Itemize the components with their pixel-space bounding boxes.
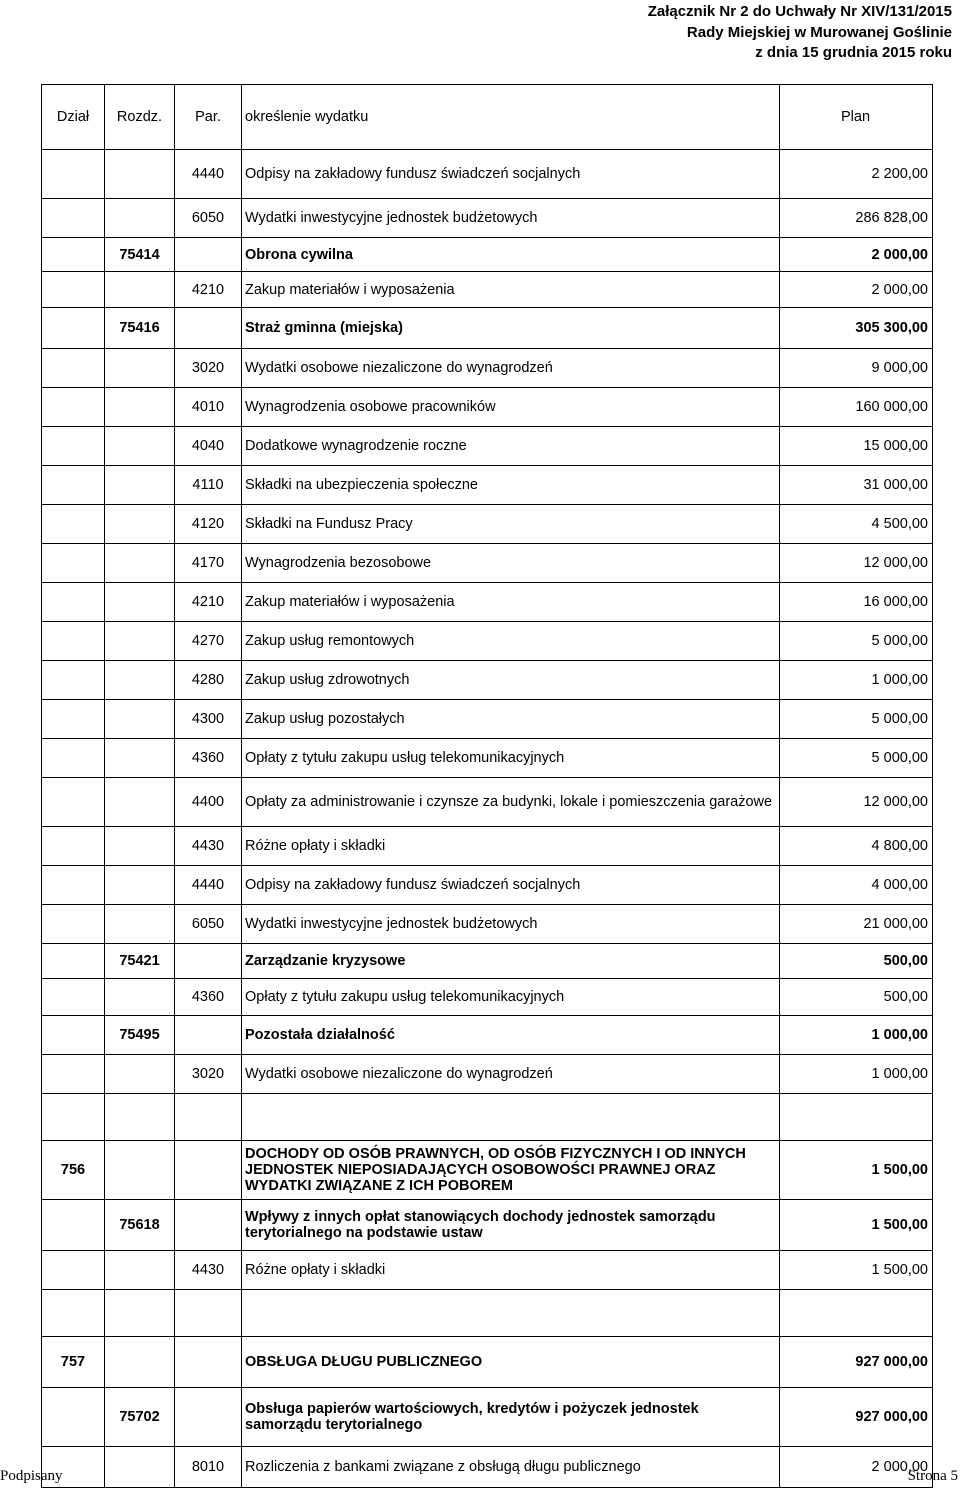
- cell-par: 4400: [175, 778, 242, 827]
- cell-par: 4360: [175, 979, 242, 1016]
- cell-plan: 2 200,00: [780, 150, 933, 199]
- table-row: [42, 1141, 933, 1200]
- table-row: [42, 1251, 933, 1290]
- cell-dzial: [42, 1055, 105, 1094]
- cell-plan: 500,00: [780, 979, 933, 1016]
- cell-par: 4210: [175, 583, 242, 622]
- table-row: [42, 505, 933, 544]
- cell-rozdz: 75414: [105, 238, 175, 272]
- cell-dzial: [42, 622, 105, 661]
- cell-par: [175, 238, 242, 272]
- cell-dzial: [42, 979, 105, 1016]
- cell-plan: 4 500,00: [780, 505, 933, 544]
- cell-dzial: [42, 700, 105, 739]
- cell-opis: Straż gminna (miejska): [242, 308, 780, 349]
- cell-rozdz: [105, 544, 175, 583]
- table-row: [42, 199, 933, 238]
- table-row: [42, 905, 933, 944]
- cell-rozdz: [105, 1055, 175, 1094]
- cell-par: 4110: [175, 466, 242, 505]
- cell-rozdz: 75618: [105, 1200, 175, 1251]
- cell-plan: 4 800,00: [780, 827, 933, 866]
- cell-rozdz: [105, 778, 175, 827]
- cell-opis: Odpisy na zakładowy fundusz świadczeń socjalnych: [242, 150, 780, 199]
- cell-rozdz: 75421: [105, 944, 175, 979]
- table-row: [42, 866, 933, 905]
- cell-opis: DOCHODY OD OSÓB PRAWNYCH, OD OSÓB FIZYCZNYCH I OD INNYCH JEDNOSTEK NIEPOSIADAJĄCYCH OSOBOWOŚCI PRAWNEJ ORAZ WYDATKI ZWIĄZANE Z ICH POBOREM: [242, 1141, 780, 1200]
- cell-opis: Wydatki inwestycyjne jednostek budżetowych: [242, 905, 780, 944]
- cell-dzial: [42, 349, 105, 388]
- cell-par: [175, 308, 242, 349]
- cell-plan: 16 000,00: [780, 583, 933, 622]
- cell-plan: 927 000,00: [780, 1388, 933, 1447]
- cell-dzial: [42, 1251, 105, 1290]
- col-header-rozdz: Rozdz.: [105, 85, 175, 150]
- cell-opis: Rozliczenia z bankami związane z obsługą długu publicznego: [242, 1447, 780, 1488]
- header-line-1: Załącznik Nr 2 do Uchwały Nr XIV/131/2015: [647, 3, 952, 20]
- cell-rozdz: [105, 1251, 175, 1290]
- table-row: [42, 1055, 933, 1094]
- cell-plan: 1 000,00: [780, 661, 933, 700]
- table-row: [42, 739, 933, 778]
- cell-plan: 31 000,00: [780, 466, 933, 505]
- cell-rozdz: [105, 1337, 175, 1388]
- cell-opis: Składki na ubezpieczenia społeczne: [242, 466, 780, 505]
- cell-rozdz: [105, 866, 175, 905]
- cell-rozdz: [105, 427, 175, 466]
- cell-opis: Obsługa papierów wartościowych, kredytów i pożyczek jednostek samorządu terytorialnego: [242, 1388, 780, 1447]
- cell-plan: 9 000,00: [780, 349, 933, 388]
- table-row: [42, 1337, 933, 1388]
- cell-rozdz: [105, 150, 175, 199]
- cell-dzial: [42, 1016, 105, 1055]
- cell-rozdz: [105, 700, 175, 739]
- table-row: [42, 778, 933, 827]
- cell-opis: Zakup materiałów i wyposażenia: [242, 272, 780, 308]
- cell-rozdz: [105, 661, 175, 700]
- cell-plan: 1 500,00: [780, 1200, 933, 1251]
- cell-rozdz: 75495: [105, 1016, 175, 1055]
- table-row: [42, 238, 933, 272]
- cell-plan: 1 000,00: [780, 1055, 933, 1094]
- cell-par: 3020: [175, 349, 242, 388]
- cell-opis: Opłaty z tytułu zakupu usług telekomunikacyjnych: [242, 979, 780, 1016]
- cell-dzial: [42, 544, 105, 583]
- cell-plan: 1 500,00: [780, 1251, 933, 1290]
- spacer-row: [42, 1290, 933, 1337]
- table-row: [42, 272, 933, 308]
- cell-par: [175, 1016, 242, 1055]
- table-row: [42, 979, 933, 1016]
- cell-plan: 21 000,00: [780, 905, 933, 944]
- page-number: Strona 5: [907, 1468, 958, 1484]
- cell-rozdz: [105, 979, 175, 1016]
- cell-plan: 305 300,00: [780, 308, 933, 349]
- signed-label: Podpisany: [0, 1468, 63, 1484]
- cell-plan: 4 000,00: [780, 866, 933, 905]
- header-line-3: z dnia 15 grudnia 2015 roku: [755, 44, 952, 61]
- cell-par: [175, 944, 242, 979]
- cell-opis: Wynagrodzenia osobowe pracowników: [242, 388, 780, 427]
- cell-rozdz: [105, 349, 175, 388]
- cell-rozdz: [105, 827, 175, 866]
- cell-par: 8010: [175, 1447, 242, 1488]
- cell-plan: 2 000,00: [780, 1447, 933, 1488]
- cell-dzial: [42, 739, 105, 778]
- cell-dzial: [42, 944, 105, 979]
- cell-par: 4430: [175, 1251, 242, 1290]
- cell-par: 6050: [175, 199, 242, 238]
- cell-plan: 160 000,00: [780, 388, 933, 427]
- cell-par: 4120: [175, 505, 242, 544]
- cell-dzial: [42, 272, 105, 308]
- cell-plan: 286 828,00: [780, 199, 933, 238]
- cell-rozdz: [105, 739, 175, 778]
- cell-dzial: [42, 827, 105, 866]
- cell-opis: Wydatki osobowe niezaliczone do wynagrodzeń: [242, 349, 780, 388]
- cell-plan: 15 000,00: [780, 427, 933, 466]
- cell-opis: Wydatki inwestycyjne jednostek budżetowych: [242, 199, 780, 238]
- table-row: [42, 1447, 933, 1488]
- cell-opis: OBSŁUGA DŁUGU PUBLICZNEGO: [242, 1337, 780, 1388]
- cell-par: 4440: [175, 866, 242, 905]
- cell-dzial: [42, 505, 105, 544]
- cell-plan: 12 000,00: [780, 544, 933, 583]
- col-header-dzial: Dział: [42, 85, 105, 150]
- table-row: [42, 466, 933, 505]
- table-row: [42, 661, 933, 700]
- cell-par: 4430: [175, 827, 242, 866]
- cell-par: 3020: [175, 1055, 242, 1094]
- cell-plan: 5 000,00: [780, 739, 933, 778]
- cell-opis: Opłaty za administrowanie i czynsze za budynki, lokale i pomieszczenia garażowe: [242, 778, 780, 827]
- table-row: [42, 622, 933, 661]
- cell-opis: Odpisy na zakładowy fundusz świadczeń socjalnych: [242, 866, 780, 905]
- cell-plan: 5 000,00: [780, 700, 933, 739]
- cell-plan: 2 000,00: [780, 238, 933, 272]
- cell-par: [175, 1141, 242, 1200]
- budget-table: [41, 84, 933, 1488]
- table-header-row: [42, 85, 933, 150]
- cell-par: 4040: [175, 427, 242, 466]
- cell-par: [175, 1200, 242, 1251]
- cell-par: 4300: [175, 700, 242, 739]
- cell-opis: Zarządzanie kryzysowe: [242, 944, 780, 979]
- cell-rozdz: [105, 583, 175, 622]
- cell-dzial: [42, 466, 105, 505]
- cell-par: [175, 1337, 242, 1388]
- table-row: [42, 308, 933, 349]
- table-row: [42, 1388, 933, 1447]
- cell-rozdz: [105, 199, 175, 238]
- cell-dzial: [42, 778, 105, 827]
- cell-plan: 5 000,00: [780, 622, 933, 661]
- cell-dzial: [42, 199, 105, 238]
- cell-rozdz: [105, 388, 175, 427]
- cell-opis: Opłaty z tytułu zakupu usług telekomunikacyjnych: [242, 739, 780, 778]
- cell-rozdz: 75416: [105, 308, 175, 349]
- cell-dzial: [42, 150, 105, 199]
- table-row: [42, 944, 933, 979]
- cell-dzial: [42, 905, 105, 944]
- cell-opis: Różne opłaty i składki: [242, 827, 780, 866]
- cell-opis: Pozostała działalność: [242, 1016, 780, 1055]
- cell-par: 4010: [175, 388, 242, 427]
- cell-plan: 500,00: [780, 944, 933, 979]
- table-row: [42, 349, 933, 388]
- table-row: [42, 700, 933, 739]
- table-row: [42, 150, 933, 199]
- table-row: [42, 544, 933, 583]
- cell-dzial: [42, 388, 105, 427]
- cell-dzial: 757: [42, 1337, 105, 1388]
- cell-par: 6050: [175, 905, 242, 944]
- cell-dzial: [42, 583, 105, 622]
- col-header-opis: określenie wydatku: [242, 85, 780, 150]
- cell-rozdz: [105, 505, 175, 544]
- budget-rows: [42, 150, 933, 1488]
- cell-par: 4210: [175, 272, 242, 308]
- table-row: [42, 427, 933, 466]
- cell-par: [175, 1388, 242, 1447]
- cell-rozdz: [105, 466, 175, 505]
- header-line-2: Rady Miejskiej w Murowanej Goślinie: [686, 23, 952, 41]
- cell-dzial: [42, 1388, 105, 1447]
- cell-dzial: [42, 866, 105, 905]
- table-row: [42, 583, 933, 622]
- cell-opis: Składki na Fundusz Pracy: [242, 505, 780, 544]
- cell-dzial: [42, 308, 105, 349]
- cell-dzial: [42, 661, 105, 700]
- table-row: [42, 388, 933, 427]
- cell-opis: Zakup usług remontowych: [242, 622, 780, 661]
- cell-rozdz: [105, 1141, 175, 1200]
- cell-dzial: 756: [42, 1141, 105, 1200]
- cell-rozdz: [105, 1447, 175, 1488]
- cell-dzial: [42, 1200, 105, 1251]
- cell-opis: Wynagrodzenia bezosobowe: [242, 544, 780, 583]
- table-row: [42, 1016, 933, 1055]
- table-row: [42, 1200, 933, 1251]
- cell-plan: 1 000,00: [780, 1016, 933, 1055]
- resolution-header: [648, 2, 952, 64]
- cell-dzial: [42, 427, 105, 466]
- cell-opis: Obrona cywilna: [242, 238, 780, 272]
- cell-par: 4280: [175, 661, 242, 700]
- cell-opis: Dodatkowe wynagrodzenie roczne: [242, 427, 780, 466]
- cell-opis: Różne opłaty i składki: [242, 1251, 780, 1290]
- cell-par: 4360: [175, 739, 242, 778]
- cell-rozdz: [105, 622, 175, 661]
- col-header-par: Par.: [175, 85, 242, 150]
- cell-opis: Wpływy z innych opłat stanowiących dochody jednostek samorządu terytorialnego na podstawie ustaw: [242, 1200, 780, 1251]
- cell-par: 4440: [175, 150, 242, 199]
- cell-opis: Zakup materiałów i wyposażenia: [242, 583, 780, 622]
- spacer-row: [42, 1094, 933, 1141]
- col-header-plan: Plan: [780, 85, 933, 150]
- cell-par: 4270: [175, 622, 242, 661]
- cell-rozdz: [105, 905, 175, 944]
- cell-rozdz: 75702: [105, 1388, 175, 1447]
- cell-plan: 12 000,00: [780, 778, 933, 827]
- cell-plan: 927 000,00: [780, 1337, 933, 1388]
- cell-par: 4170: [175, 544, 242, 583]
- cell-rozdz: [105, 272, 175, 308]
- table-row: [42, 827, 933, 866]
- cell-opis: Wydatki osobowe niezaliczone do wynagrodzeń: [242, 1055, 780, 1094]
- cell-plan: 2 000,00: [780, 272, 933, 308]
- cell-opis: Zakup usług zdrowotnych: [242, 661, 780, 700]
- cell-opis: Zakup usług pozostałych: [242, 700, 780, 739]
- cell-dzial: [42, 238, 105, 272]
- cell-plan: 1 500,00: [780, 1141, 933, 1200]
